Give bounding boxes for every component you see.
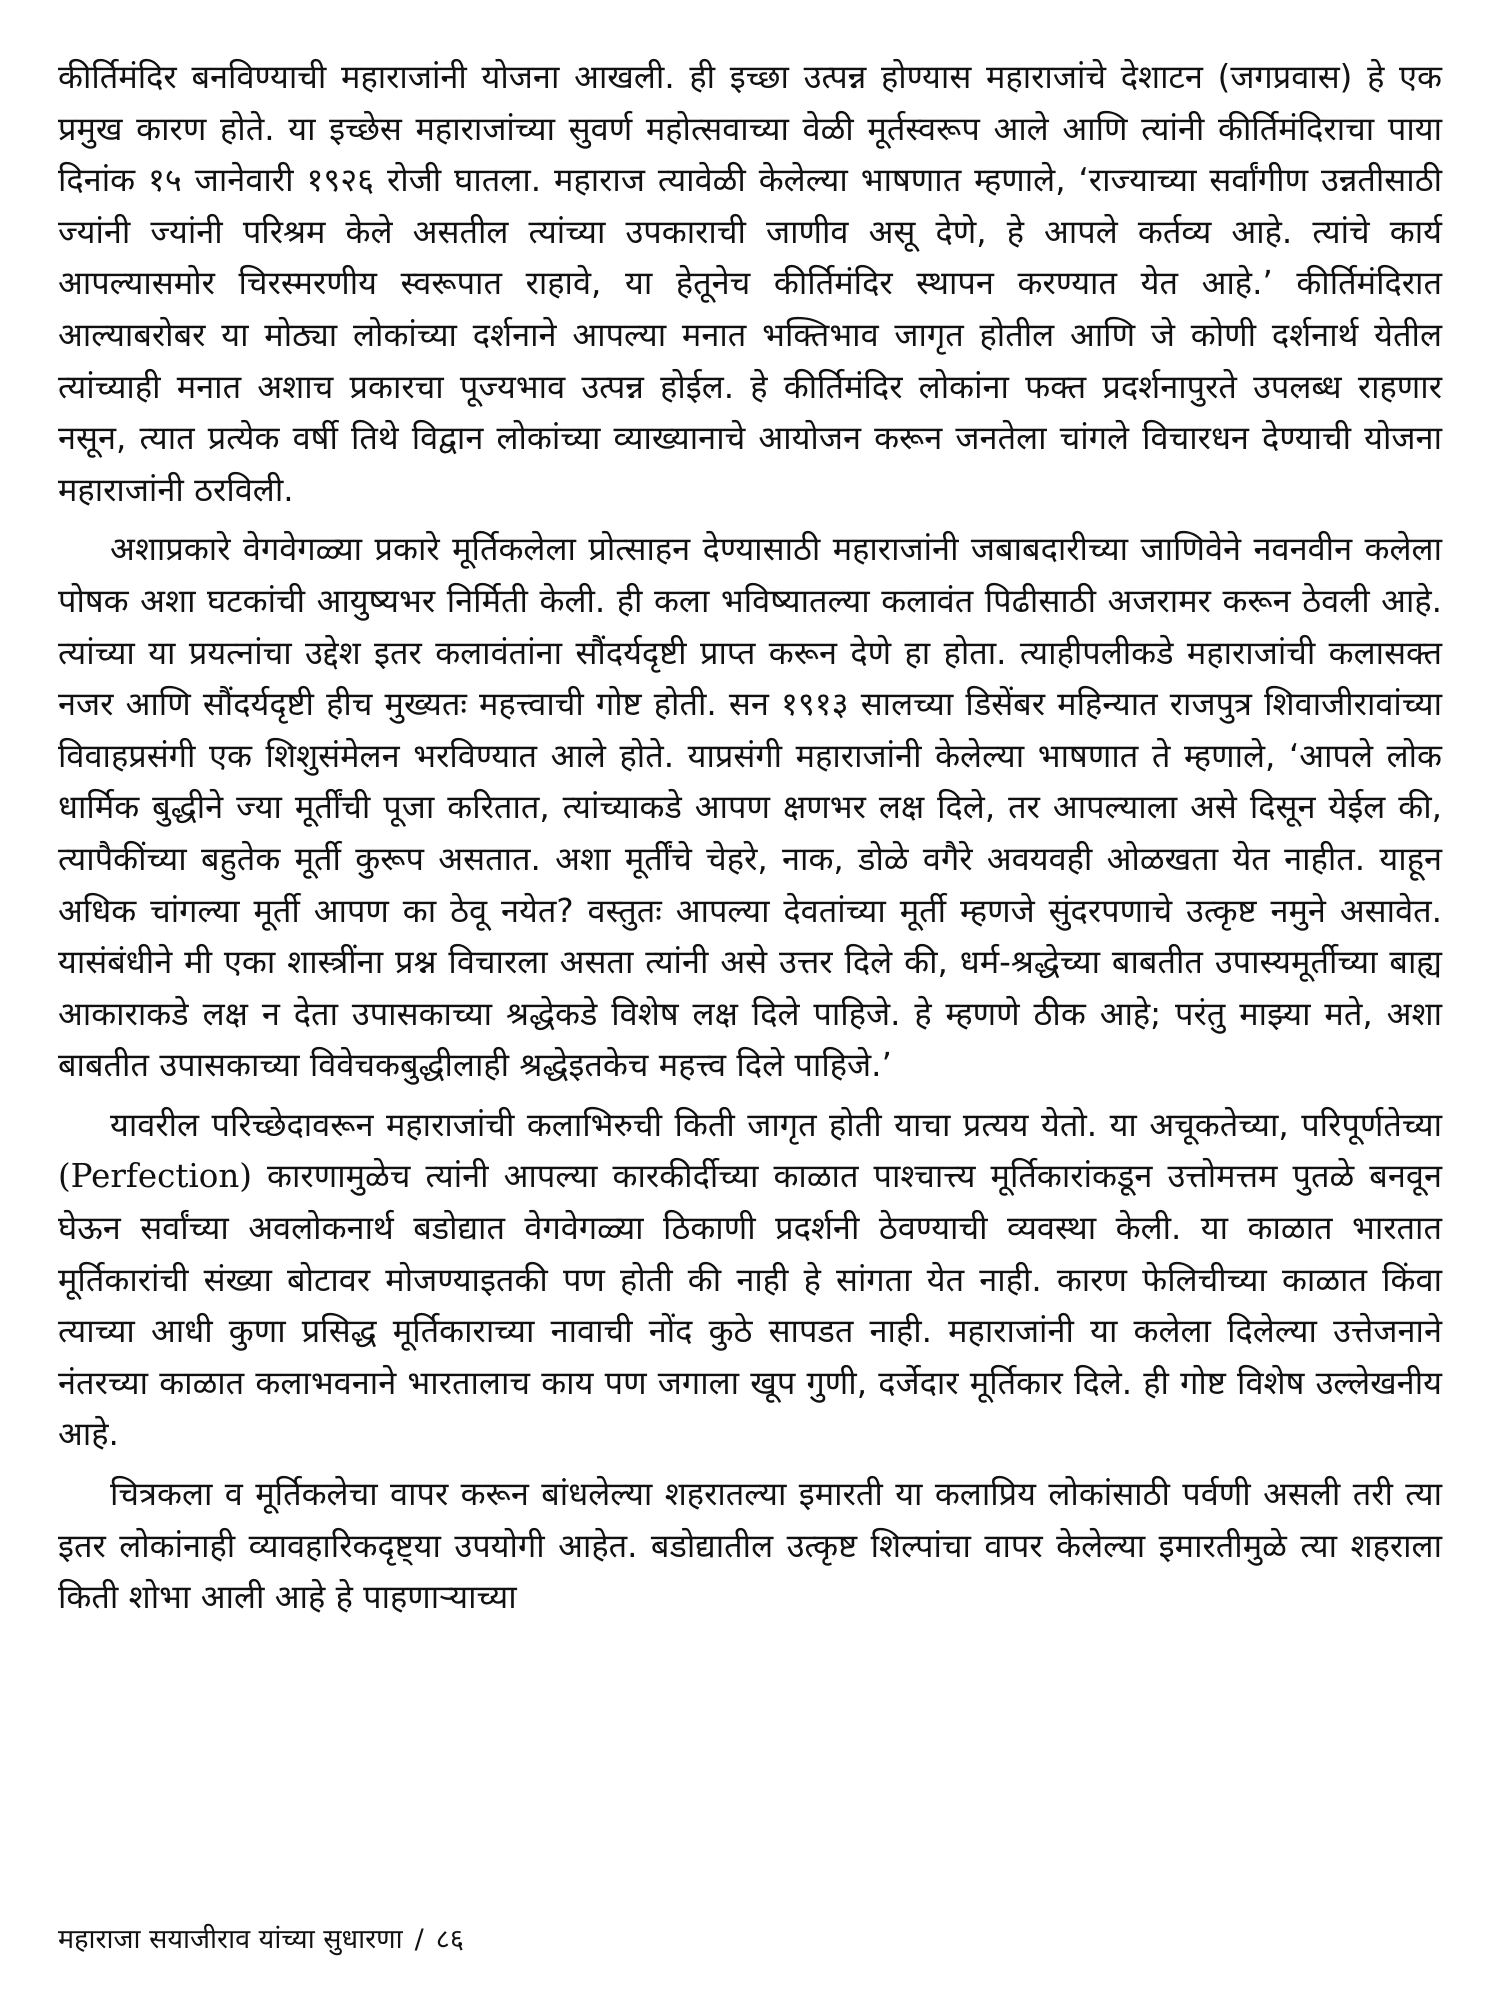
paragraph-buildings: चित्रकला व मूर्तिकलेचा वापर करून बांधलेल्या शहरातल्या इमारती या कलाप्रिय लोकांसाठी पर्वणी असली तरी त्या इतर लोकांनाही व्यावहारिकदृष्ट्या उपयोगी आहेत. बडोद्यातील उत्कृष्ट शिल्पांचा वापर केलेल्या इमारतीमुळे त्या शहराला किती शोभा आली आहे हे पाहणाऱ्याच्या bbox=[58, 1475, 1442, 1617]
document-page bbox=[58, 52, 1442, 1632]
paragraph-text-start: यावरील परिच्छेदावरून महाराजांची कलाभिरुची किती जागृत होती याचा प्रत्यय येतो. या अचूकतेच्या, परिपूर्णतेच्या bbox=[110, 1105, 1442, 1144]
page-footer bbox=[58, 1920, 464, 1960]
footer-book-title: महाराजा सयाजीराव यांच्या सुधारणा bbox=[58, 1924, 403, 1955]
paragraph-art-appreciation bbox=[58, 1100, 1442, 1461]
footer-separator: / bbox=[414, 1924, 424, 1955]
footer-page-number: ८६ bbox=[435, 1924, 464, 1955]
english-term-perfection: (Perfection) bbox=[58, 1157, 252, 1196]
paragraph-text-end: कारणामुळेच त्यांनी आपल्या कारकीर्दीच्या काळात पाश्चात्त्य मूर्तिकारांकडून उत्तोमत्तम पुतळे बनवून घेऊन सर्वांच्या अवलोकनार्थ बडोद्यात वेगवेगळ्या ठिकाणी प्रदर्शनी ठेवण्याची व्यवस्था केली. या काळात भारतात मूर्तिकारांची संख्या बोटावर मोजण्याइतकी पण होती की नाही हे सांगता येत नाही. कारण फेलिचीच्या काळात किंवा त्याच्या आधी कुणा प्रसिद्ध मूर्तिकाराच्या नावाची नोंद कुठे सापडत नाही. महाराजांनी या कलेला दिलेल्या उत्तेजनाने नंतरच्या काळात कलाभवनाने भारतालाच काय पण जगाला खूप गुणी, दर्जेदार मूर्तिकार दिले. ही गोष्ट विशेष उल्लेखनीय आहे. bbox=[58, 1157, 1442, 1454]
paragraph-sculpture-encouragement: अशाप्रकारे वेगवेगळ्या प्रकारे मूर्तिकलेला प्रोत्साहन देण्यासाठी महाराजांनी जबाबदारीच्या जाणिवेने नवनवीन कलेला पोषक अशा घटकांची आयुष्यभर निर्मिती केली. ही कला भविष्यातल्या कलावंत पिढीसाठी अजरामर करून ठेवली आहे. त्यांच्या या प्रयत्नांचा उद्देश इतर कलावंतांना सौंदर्यदृष्टी प्राप्त करून देणे हा होता. त्याहीपलीकडे महाराजांची कलासक्त नजर आणि सौंदर्यदृष्टी हीच मुख्यतः महत्त्वाची गोष्ट होती. सन १९१३ सालच्या डिसेंबर महिन्यात राजपुत्र शिवाजीरावांच्या विवाहप्रसंगी एक शिशुसंमेलन भरविण्यात आले होते. याप्रसंगी महाराजांनी केलेल्या भाषणात ते म्हणाले, ‘आपले लोक धार्मिक बुद्धीने ज्या मूर्तींची पूजा करितात, त्यांच्याकडे आपण क्षणभर लक्ष दिले, तर आपल्याला असे दिसून येईल की, त्यापैकींच्या बहुतेक मूर्ती कुरूप असतात. अशा मूर्तींचे चेहरे, नाक, डोळे वगैरे अवयवही ओळखता येत नाहीत. याहून अधिक चांगल्या मूर्ती आपण का ठेवू नयेत? वस्तुतः आपल्या देवतांच्या मूर्ती म्हणजे सुंदरपणाचे उत्कृष्ट नमुने असावेत. यासंबंधीने मी एका शास्त्रींना प्रश्न विचारला असता त्यांनी असे उत्तर दिले की, धर्म-श्रद्धेच्या बाबतीत उपास्यमूर्तीच्या बाह्य आकाराकडे लक्ष न देता उपासकाच्या श्रद्धेकडे विशेष लक्ष दिले पाहिजे. हे म्हणणे ठीक आहे; परंतु माझ्या मते, अशा बाबतीत उपासकाच्या विवेचकबुद्धीलाही श्रद्धेइतकेच महत्त्व दिले पाहिजे.’ bbox=[58, 530, 1443, 1085]
paragraph-kirtimandir: कीर्तिमंदिर बनविण्याची महाराजांनी योजना आखली. ही इच्छा उत्पन्न होण्यास महाराजांचे देशाटन (जगप्रवास) हे एक प्रमुख कारण होते. या इच्छेस महाराजांच्या सुवर्ण महोत्सवाच्या वेळी मूर्तस्वरूप आले आणि त्यांनी कीर्तिमंदिराचा पाया दिनांक १५ जानेवारी १९२६ रोजी घातला. महाराज त्यावेळी केलेल्या भाषणात म्हणाले, ‘राज्याच्या सर्वांगीण उन्नतीसाठी ज्यांनी ज्यांनी परिश्रम केले असतील त्यांच्या उपकाराची जाणीव असू देणे, हे आपले कर्तव्य आहे. त्यांचे कार्य आपल्यासमोर चिरस्मरणीय स्वरूपात राहावे, या हेतूनेच कीर्तिमंदिर स्थापन करण्यात येत आहे.’ कीर्तिमंदिरात आल्याबरोबर या मोठ्या लोकांच्या दर्शनाने आपल्या मनात भक्तिभाव जागृत होतील आणि जे कोणी दर्शनार्थ येतील त्यांच्याही मनात अशाच प्रकारचा पूज्यभाव उत्पन्न होईल. हे कीर्तिमंदिर लोकांना फक्त प्रदर्शनापुरते उपलब्ध राहणार नसून, त्यात प्रत्येक वर्षी तिथे विद्वान लोकांच्या व्याख्यानाचे आयोजन करून जनतेला चांगले विचारधन देण्याची योजना महाराजांनी ठरविली. bbox=[58, 58, 1442, 509]
